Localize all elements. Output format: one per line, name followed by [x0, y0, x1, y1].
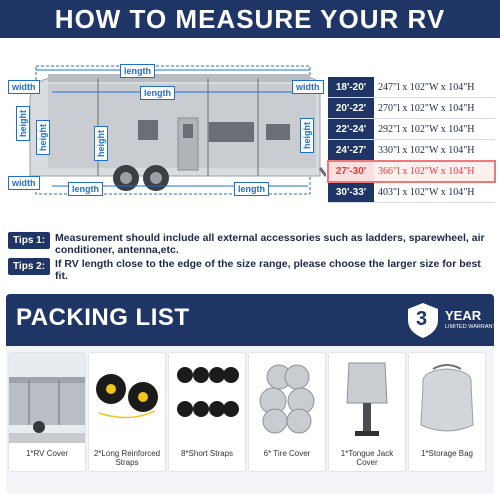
size-dimensions: 247"l x 102"W x 104"H [378, 81, 475, 93]
height-label-right: height [300, 118, 314, 153]
tip-text: If RV length close to the edge of the size range, please choose the larger size for best fit. [55, 258, 481, 282]
size-dimensions: 366"l x 102"W x 104"H [378, 165, 475, 177]
warranty-text: LIMITED WARRANTY [445, 324, 500, 330]
warranty-year: YEAR [445, 308, 482, 323]
item-label: 8*Short Straps [180, 449, 234, 458]
height-label-left: height [16, 106, 30, 141]
size-range: 30'-33' [328, 182, 374, 202]
size-range: 22'-24' [328, 119, 374, 139]
warranty-number: 3 [416, 308, 428, 330]
size-range: 20'-22' [328, 98, 374, 118]
tongue-jack-cover-icon [329, 353, 405, 443]
packing-item-tongue-jack-cover [328, 352, 406, 472]
length-label-bottom-right: length [234, 182, 269, 196]
height-label-body: height [94, 126, 108, 161]
size-chart [328, 77, 495, 203]
size-row [328, 119, 495, 140]
size-dimensions: 330"l x 102"W x 104"H [378, 144, 475, 156]
item-label: 1*Storage Bag [420, 449, 474, 458]
width-label-top: width [8, 80, 40, 94]
height-label-inner: height [36, 120, 50, 155]
rv-illustration [8, 44, 326, 220]
length-label-bottom-left: length [68, 182, 103, 196]
length-label-top: length [120, 64, 155, 78]
item-label: 1*RV Cover [25, 449, 69, 458]
size-dimensions: 270"l x 102"W x 104"H [378, 102, 475, 114]
warranty-badge [403, 300, 500, 340]
width-label-right: width [292, 80, 324, 94]
tip-badge: Tips 1: [8, 232, 50, 249]
packing-item-long-straps [88, 352, 166, 472]
packing-title: PACKING LIST [16, 304, 190, 331]
packing-item-rv-cover [8, 352, 86, 472]
packing-item-short-straps [168, 352, 246, 472]
size-row [328, 182, 495, 203]
tip-badge: Tips 2: [8, 258, 50, 275]
short-straps-icon [169, 353, 245, 443]
long-straps-icon [89, 353, 165, 443]
size-row [328, 140, 495, 161]
size-row [328, 77, 495, 98]
size-dimensions: 403"l x 102"W x 104"H [378, 186, 475, 198]
size-row-highlighted [328, 161, 495, 182]
tip-text: Measurement should include all external accessories such as ladders, sparewheel, air conditioner, antenna,etc. [55, 232, 485, 256]
length-label-middle: length [140, 86, 175, 100]
packing-item-tire-cover [248, 352, 326, 472]
size-range: 18'-20' [328, 77, 374, 97]
width-label-bottom: width [8, 176, 40, 190]
rv-cover-icon [9, 353, 85, 443]
item-label: 2*Long Reinforced Straps [93, 449, 161, 467]
title-banner [0, 0, 500, 38]
tip-2 [8, 258, 494, 282]
page-title: HOW TO MEASURE YOUR RV [54, 3, 446, 34]
size-dimensions: 292"l x 102"W x 104"H [378, 123, 475, 135]
size-range: 24'-27' [328, 140, 374, 160]
storage-bag-icon [409, 353, 485, 443]
tip-1 [8, 232, 494, 256]
item-label: 6* Tire Cover [263, 449, 311, 458]
size-range: 27'-30' [328, 161, 374, 181]
item-label: 1*Tongue Jack Cover [340, 449, 394, 467]
packing-item-storage-bag [408, 352, 486, 472]
tire-cover-icon [249, 353, 325, 443]
rv-measure-diagram [8, 44, 326, 220]
size-row [328, 98, 495, 119]
